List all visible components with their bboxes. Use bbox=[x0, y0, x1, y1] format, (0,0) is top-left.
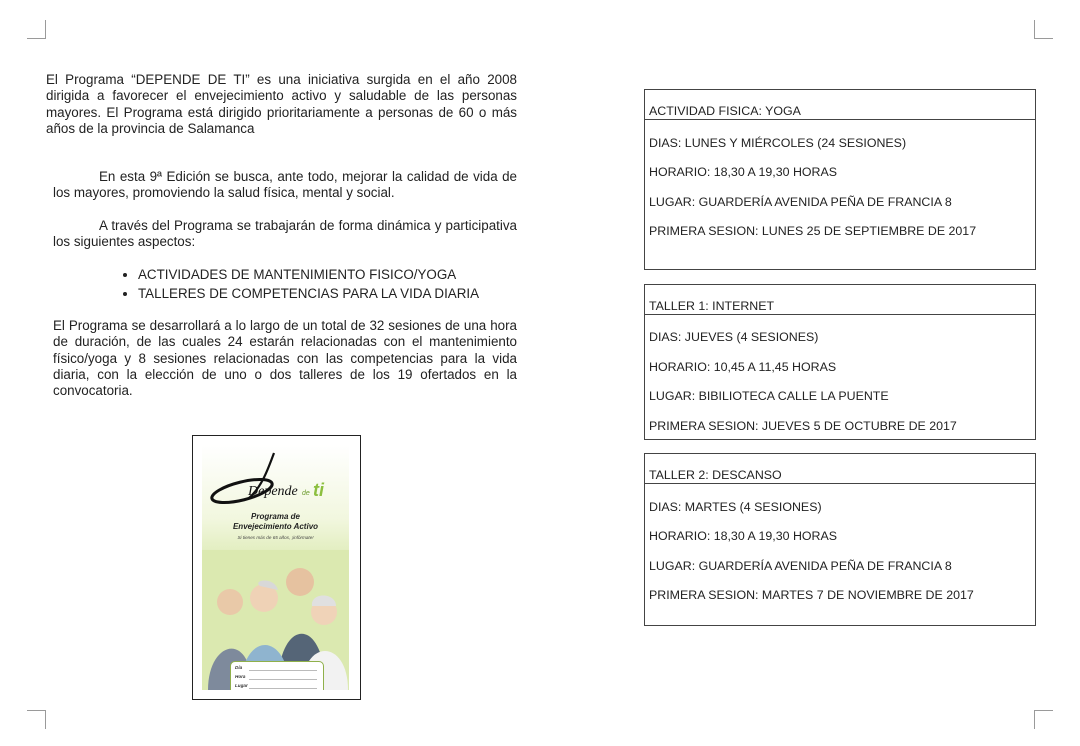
form-label: Día bbox=[235, 665, 243, 670]
edition-paragraph: En esta 9ª Edición se busca, ante todo, mejorar la calidad de vida de los mayores, promoviendo la salud física, mental y social. bbox=[53, 169, 517, 201]
activity-box-yoga bbox=[644, 89, 1036, 270]
activity-box-descanso bbox=[644, 453, 1036, 626]
box-row-dias: DIAS: JUEVES (4 SESIONES) bbox=[649, 330, 819, 344]
list-item: • ACTIVIDADES DE MANTENIMIENTO FISICO/YOGA bbox=[138, 265, 558, 284]
poster-artwork bbox=[202, 445, 349, 690]
logo-ti: ti bbox=[313, 480, 324, 500]
box-row-primera-sesion: PRIMERA SESION: LUNES 25 DE SEPTIEMBRE DE 2017 bbox=[649, 224, 977, 238]
form-line bbox=[249, 688, 317, 689]
sessions-paragraph: El Programa se desarrollará a lo largo de un total de 32 sesiones de una hora de duración, de las cuales 24 estarán relacionadas con el mantenimiento físico/yoga y 8 sesiones relacionadas con las competencias para la vida diaria, con la elección de uno o dos talleres de los 19 ofertados en la convocatoria. bbox=[53, 318, 517, 399]
box-row-dias: DIAS: LUNES Y MIÉRCOLES (24 SESIONES) bbox=[649, 136, 907, 150]
box-row-dias: DIAS: MARTES (4 SESIONES) bbox=[649, 500, 822, 514]
crop-mark-top-left bbox=[27, 20, 46, 39]
box-row-primera-sesion: PRIMERA SESION: MARTES 7 DE NOVIEMBRE DE 2017 bbox=[649, 588, 974, 602]
box-row-horario: HORARIO: 18,30 A 19,30 HORAS bbox=[649, 165, 838, 179]
logo-de: de bbox=[302, 490, 310, 497]
crop-mark-bottom-left bbox=[27, 710, 46, 729]
form-line bbox=[249, 670, 317, 671]
form-label: Hora bbox=[235, 674, 246, 679]
box-header: TALLER 1: INTERNET bbox=[645, 285, 1035, 315]
poster-form-box bbox=[230, 661, 324, 690]
poster-title bbox=[202, 512, 349, 532]
poster-title-line-1: Programa de bbox=[251, 512, 300, 521]
box-row-horario: HORARIO: 18,30 A 19,30 HORAS bbox=[649, 529, 838, 543]
activity-box-internet bbox=[644, 284, 1036, 440]
crop-mark-top-right bbox=[1034, 20, 1053, 39]
logo-word: Depende bbox=[248, 484, 298, 499]
list-item: • TALLERES DE COMPETENCIAS PARA LA VIDA DIARIA bbox=[138, 284, 558, 303]
box-row-lugar: LUGAR: BIBILIOTECA CALLE LA PUENTE bbox=[649, 389, 889, 403]
box-row-lugar: LUGAR: GUARDERÍA AVENIDA PEÑA DE FRANCIA 8 bbox=[649, 195, 952, 209]
form-label: Lugar bbox=[235, 683, 248, 688]
poster-title-line-2: Envejecimiento Activo bbox=[232, 522, 319, 531]
box-row-primera-sesion: PRIMERA SESION: JUEVES 5 DE OCTUBRE DE 2017 bbox=[649, 419, 957, 433]
program-poster bbox=[192, 435, 361, 700]
aspects-list bbox=[112, 265, 558, 303]
box-header: ACTIVIDAD FISICA: YOGA bbox=[645, 90, 1035, 120]
form-line bbox=[249, 679, 317, 680]
intro-paragraph: El Programa “DEPENDE DE TI” es una iniciativa surgida en el año 2008 dirigida a favorecer el envejecimiento activo y saludable de las personas mayores. El Programa está dirigido prioritariamente a personas de 60 o más años de la provincia de Salamanca bbox=[46, 72, 517, 136]
box-row-lugar: LUGAR: GUARDERÍA AVENIDA PEÑA DE FRANCIA 8 bbox=[649, 559, 952, 573]
box-header: TALLER 2: DESCANSO bbox=[645, 454, 1035, 484]
poster-subtitle: Si tienes más de 65 años, ¡infórmate! bbox=[237, 535, 314, 540]
crop-mark-bottom-right bbox=[1034, 710, 1053, 729]
box-row-horario: HORARIO: 10,45 A 11,45 HORAS bbox=[649, 360, 837, 374]
aspects-paragraph: A través del Programa se trabajarán de forma dinámica y participativa los siguientes aspectos: bbox=[53, 218, 517, 250]
depende-de-ti-logo bbox=[202, 449, 349, 505]
